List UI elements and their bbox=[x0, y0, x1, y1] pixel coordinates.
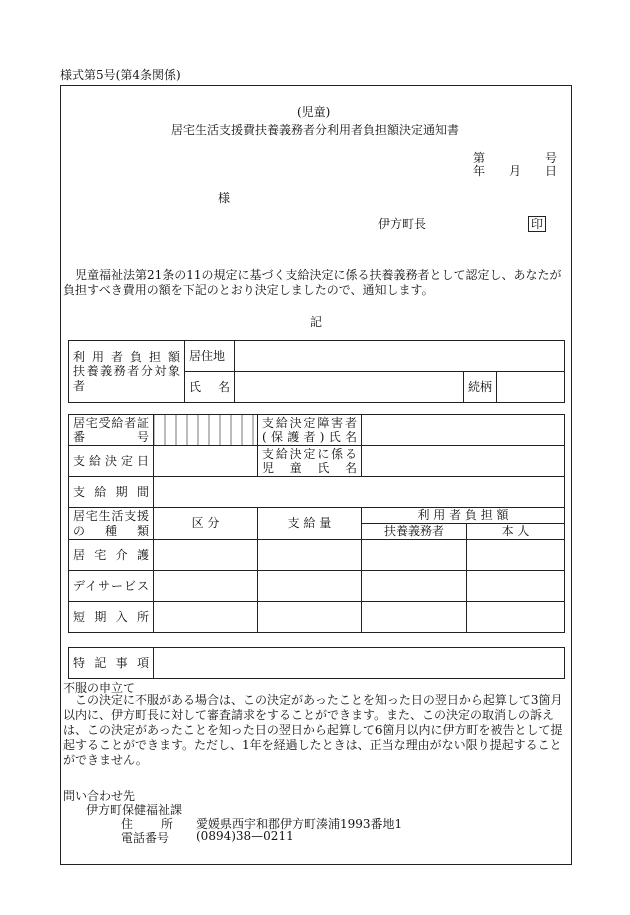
contact-dept: 伊方町保健福祉課 bbox=[86, 803, 183, 817]
burden-header: 利 用 者 負 担 額 bbox=[362, 508, 565, 524]
seal-mark bbox=[528, 213, 546, 232]
service-cell[interactable] bbox=[362, 571, 467, 602]
service-cell[interactable] bbox=[362, 602, 467, 633]
service-type-header bbox=[69, 508, 154, 540]
decision-date-label: 支給決定日 bbox=[69, 446, 154, 477]
date-year: 年 bbox=[473, 164, 486, 178]
contact-address: 愛媛県西宇和郡伊方町湊浦1993番地1 bbox=[196, 817, 403, 831]
relation-label: 続柄 bbox=[464, 372, 497, 403]
service-cell[interactable] bbox=[467, 571, 565, 602]
service-cell[interactable] bbox=[258, 571, 362, 602]
name-field[interactable] bbox=[235, 372, 464, 403]
contact-heading: 問い合わせ先 bbox=[63, 789, 136, 803]
remarks-field[interactable] bbox=[154, 648, 565, 679]
guardian-label-line1: 支給決定障害者 bbox=[262, 415, 357, 430]
child-name-field[interactable] bbox=[362, 446, 565, 477]
addressee-suffix: 様 bbox=[218, 191, 231, 205]
service-cell[interactable] bbox=[258, 602, 362, 633]
name-label: 氏 名 bbox=[185, 372, 235, 403]
guardian-name-field[interactable] bbox=[362, 415, 565, 446]
service-decision-table bbox=[68, 414, 565, 633]
issuer: 伊方町長 bbox=[378, 217, 427, 231]
target-header-line2: 扶養義務者分対象者 bbox=[73, 364, 180, 393]
guardian-label bbox=[258, 415, 362, 446]
date-day: 日 bbox=[545, 164, 558, 178]
service-type-line2: の種類 bbox=[73, 523, 149, 538]
category-header: 区 分 bbox=[154, 508, 258, 540]
guardian-target-table bbox=[68, 340, 565, 403]
service-cell[interactable] bbox=[258, 540, 362, 571]
relation-field[interactable] bbox=[497, 372, 565, 403]
objection-title: 不服の申立て bbox=[63, 681, 136, 695]
target-header-line1: 利用者負担額 bbox=[73, 349, 180, 364]
address-label: 居住地 bbox=[185, 341, 235, 372]
service-row-label: デイサービス bbox=[69, 571, 154, 602]
guardian-label-line2: (保護者)氏名 bbox=[262, 430, 357, 444]
service-row-label: 居宅介護 bbox=[69, 540, 154, 571]
address-field[interactable] bbox=[235, 341, 565, 372]
service-type-line1: 居宅生活支援 bbox=[73, 509, 149, 524]
service-cell[interactable] bbox=[467, 602, 565, 633]
period-field[interactable] bbox=[154, 477, 565, 508]
contact-address-label: 住 所 bbox=[121, 817, 173, 831]
number-label: 第 bbox=[473, 151, 486, 165]
seal-text: 印 bbox=[528, 216, 546, 232]
child-label bbox=[258, 446, 362, 477]
burden-person-header: 本 人 bbox=[467, 524, 565, 540]
decision-date-field[interactable] bbox=[154, 446, 258, 477]
target-row-header bbox=[69, 341, 185, 403]
recipient-cert-number-field[interactable] bbox=[154, 415, 258, 446]
intro-paragraph: 児童福祉法第21条の11の規定に基づく支給決定に係る扶養義務者として認定し、あなたが負担すべき費用の額を下記のとおり決定しましたので、通知します。 bbox=[63, 268, 562, 297]
service-cell[interactable] bbox=[467, 540, 565, 571]
recipient-cert-line1: 居宅受給者証 bbox=[73, 415, 149, 430]
service-row-label: 短期入所 bbox=[69, 602, 154, 633]
recipient-cert-line2: 番号 bbox=[73, 430, 149, 444]
service-cell[interactable] bbox=[154, 571, 258, 602]
service-cell[interactable] bbox=[154, 540, 258, 571]
date-month: 月 bbox=[509, 164, 522, 178]
ki-label: 記 bbox=[310, 315, 323, 329]
burden-guardian-header: 扶養義務者 bbox=[362, 524, 467, 540]
recipient-cert-label bbox=[69, 415, 154, 446]
child-label-line2: 児童氏名 bbox=[262, 461, 357, 475]
form-subtitle: (児童) bbox=[297, 105, 331, 119]
form-label: 様式第5号(第4条関係) bbox=[60, 68, 181, 82]
service-cell[interactable] bbox=[362, 540, 467, 571]
child-label-line1: 支給決定に係る bbox=[262, 446, 357, 461]
form-title: 居宅生活支援費扶養義務者分利用者負担額決定通知書 bbox=[171, 123, 460, 137]
remarks-table bbox=[68, 647, 565, 679]
number-suffix: 号 bbox=[545, 151, 558, 165]
objection-body: この決定に不服がある場合は、この決定があったことを知った日の翌日から起算して3箇月以内に、伊方町長に対して審査請求をすることができます。また、この決定の取消しの訴えは、この決定があったことを知った日の翌日から起算して6箇月以内に伊方町を被告として提起することができます。ただし、1年を経過したときは、正当な理由がない限り提起することができません。 bbox=[63, 693, 563, 767]
remarks-label: 特記事項 bbox=[69, 648, 154, 679]
amount-header: 支 給 量 bbox=[258, 508, 362, 540]
contact-phone-label: 電話番号 bbox=[121, 831, 170, 845]
period-label: 支給期間 bbox=[69, 477, 154, 508]
service-cell[interactable] bbox=[154, 602, 258, 633]
contact-phone: (0894)38—0211 bbox=[196, 829, 294, 843]
